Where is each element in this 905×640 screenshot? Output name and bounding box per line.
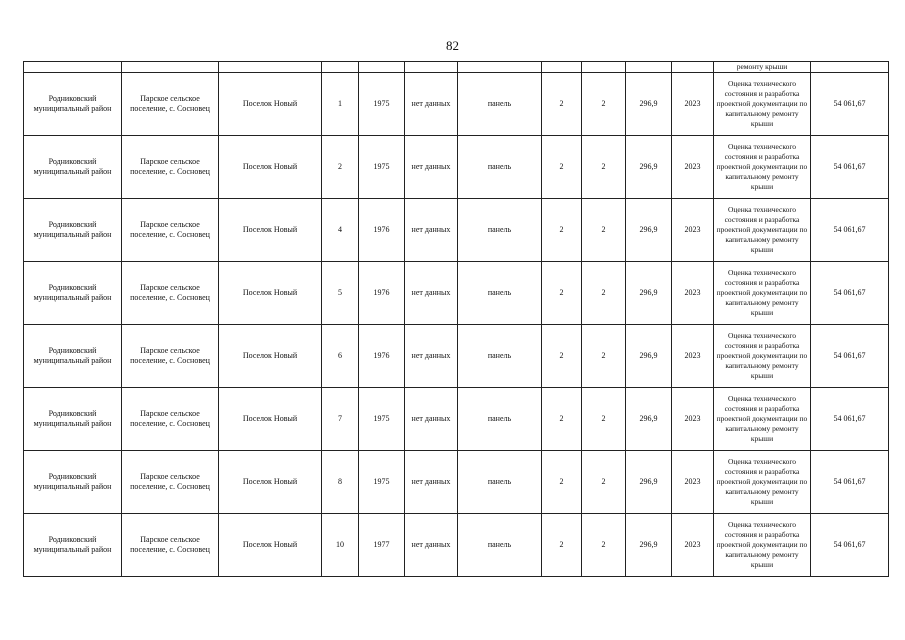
floors-cell: 2: [542, 325, 582, 388]
table-row: [24, 199, 889, 262]
table-cell: [219, 62, 322, 73]
street-cell: Поселок Новый: [219, 262, 322, 325]
repair-registry-table: [23, 61, 889, 577]
table-row: [24, 136, 889, 199]
table-row: [24, 73, 889, 136]
table-cell: [582, 62, 626, 73]
work-type-cell: Оценка технического состояния и разработка проектной документации по капитальному ремонту крыши: [714, 199, 811, 262]
last-repair-cell: нет данных: [405, 73, 458, 136]
street-cell: Поселок Новый: [219, 451, 322, 514]
table-row: [24, 514, 889, 577]
build-year-cell: 1975: [359, 73, 405, 136]
wall-material-cell: панель: [458, 199, 542, 262]
work-type-cell: Оценка технического состояния и разработка проектной документации по капитальному ремонту крыши: [714, 73, 811, 136]
district-cell: Родниковский муниципальный район: [24, 73, 122, 136]
plan-year-cell: 2023: [672, 388, 714, 451]
entrances-cell: 2: [582, 262, 626, 325]
entrances-cell: 2: [582, 199, 626, 262]
table-row: [24, 262, 889, 325]
build-year-cell: 1977: [359, 514, 405, 577]
area-cell: 296,9: [626, 325, 672, 388]
last-repair-cell: нет данных: [405, 199, 458, 262]
district-cell: Родниковский муниципальный район: [24, 388, 122, 451]
area-cell: 296,9: [626, 388, 672, 451]
wall-material-cell: панель: [458, 451, 542, 514]
district-cell: Родниковский муниципальный район: [24, 451, 122, 514]
street-cell: Поселок Новый: [219, 73, 322, 136]
wall-material-cell: панель: [458, 388, 542, 451]
table-cell: [672, 62, 714, 73]
work-type-cell: Оценка технического состояния и разработка проектной документации по капитальному ремонту крыши: [714, 451, 811, 514]
settlement-cell: Парское сельское поселение, с. Сосновец: [122, 136, 219, 199]
work-type-cell: Оценка технического состояния и разработка проектной документации по капитальному ремонту крыши: [714, 325, 811, 388]
street-cell: Поселок Новый: [219, 325, 322, 388]
floors-cell: 2: [542, 451, 582, 514]
table-row: [24, 388, 889, 451]
last-repair-cell: нет данных: [405, 136, 458, 199]
work-type-cell: Оценка технического состояния и разработка проектной документации по капитальному ремонту крыши: [714, 136, 811, 199]
wall-material-cell: панель: [458, 73, 542, 136]
settlement-cell: Парское сельское поселение, с. Сосновец: [122, 388, 219, 451]
district-cell: Родниковский муниципальный район: [24, 514, 122, 577]
plan-year-cell: 2023: [672, 325, 714, 388]
table-row: [24, 451, 889, 514]
settlement-cell: Парское сельское поселение, с. Сосновец: [122, 451, 219, 514]
table-cell: [626, 62, 672, 73]
build-year-cell: 1976: [359, 325, 405, 388]
plan-year-cell: 2023: [672, 262, 714, 325]
cost-cell: 54 061,67: [811, 514, 889, 577]
floors-cell: 2: [542, 388, 582, 451]
build-year-cell: 1975: [359, 451, 405, 514]
entrances-cell: 2: [582, 325, 626, 388]
settlement-cell: Парское сельское поселение, с. Сосновец: [122, 514, 219, 577]
plan-year-cell: 2023: [672, 73, 714, 136]
entrances-cell: 2: [582, 73, 626, 136]
house-number-cell: 6: [322, 325, 359, 388]
plan-year-cell: 2023: [672, 514, 714, 577]
floors-cell: 2: [542, 514, 582, 577]
build-year-cell: 1975: [359, 388, 405, 451]
wall-material-cell: панель: [458, 514, 542, 577]
settlement-cell: Парское сельское поселение, с. Сосновец: [122, 262, 219, 325]
house-number-cell: 4: [322, 199, 359, 262]
work-type-cell: Оценка технического состояния и разработка проектной документации по капитальному ремонту крыши: [714, 388, 811, 451]
cost-cell: 54 061,67: [811, 388, 889, 451]
house-number-cell: 5: [322, 262, 359, 325]
settlement-cell: Парское сельское поселение, с. Сосновец: [122, 325, 219, 388]
street-cell: Поселок Новый: [219, 388, 322, 451]
work-type-cell: ремонту крыши: [714, 62, 811, 73]
wall-material-cell: панель: [458, 136, 542, 199]
table-cell: [405, 62, 458, 73]
district-cell: Родниковский муниципальный район: [24, 199, 122, 262]
cost-cell: 54 061,67: [811, 325, 889, 388]
area-cell: 296,9: [626, 514, 672, 577]
build-year-cell: 1975: [359, 136, 405, 199]
area-cell: 296,9: [626, 73, 672, 136]
table-cell: [542, 62, 582, 73]
street-cell: Поселок Новый: [219, 514, 322, 577]
table-row: [24, 325, 889, 388]
settlement-cell: Парское сельское поселение, с. Сосновец: [122, 199, 219, 262]
work-type-cell: Оценка технического состояния и разработка проектной документации по капитальному ремонту крыши: [714, 262, 811, 325]
street-cell: Поселок Новый: [219, 136, 322, 199]
work-type-cell: Оценка технического состояния и разработка проектной документации по капитальному ремонту крыши: [714, 514, 811, 577]
cost-cell: 54 061,67: [811, 73, 889, 136]
table-cell: [24, 62, 122, 73]
floors-cell: 2: [542, 262, 582, 325]
entrances-cell: 2: [582, 451, 626, 514]
continuation-row: [24, 62, 889, 73]
table-cell: [359, 62, 405, 73]
entrances-cell: 2: [582, 136, 626, 199]
street-cell: Поселок Новый: [219, 199, 322, 262]
build-year-cell: 1976: [359, 199, 405, 262]
cost-cell: 54 061,67: [811, 262, 889, 325]
house-number-cell: 2: [322, 136, 359, 199]
last-repair-cell: нет данных: [405, 388, 458, 451]
plan-year-cell: 2023: [672, 199, 714, 262]
table-cell: [122, 62, 219, 73]
district-cell: Родниковский муниципальный район: [24, 136, 122, 199]
table-cell: [322, 62, 359, 73]
wall-material-cell: панель: [458, 262, 542, 325]
district-cell: Родниковский муниципальный район: [24, 262, 122, 325]
house-number-cell: 7: [322, 388, 359, 451]
entrances-cell: 2: [582, 514, 626, 577]
floors-cell: 2: [542, 199, 582, 262]
cost-cell: 54 061,67: [811, 451, 889, 514]
district-cell: Родниковский муниципальный район: [24, 325, 122, 388]
entrances-cell: 2: [582, 388, 626, 451]
wall-material-cell: панель: [458, 325, 542, 388]
last-repair-cell: нет данных: [405, 262, 458, 325]
house-number-cell: 10: [322, 514, 359, 577]
last-repair-cell: нет данных: [405, 325, 458, 388]
house-number-cell: 1: [322, 73, 359, 136]
area-cell: 296,9: [626, 262, 672, 325]
last-repair-cell: нет данных: [405, 514, 458, 577]
table-cell: [458, 62, 542, 73]
table-cell: [811, 62, 889, 73]
plan-year-cell: 2023: [672, 136, 714, 199]
cost-cell: 54 061,67: [811, 199, 889, 262]
floors-cell: 2: [542, 136, 582, 199]
floors-cell: 2: [542, 73, 582, 136]
area-cell: 296,9: [626, 136, 672, 199]
last-repair-cell: нет данных: [405, 451, 458, 514]
house-number-cell: 8: [322, 451, 359, 514]
settlement-cell: Парское сельское поселение, с. Сосновец: [122, 73, 219, 136]
cost-cell: 54 061,67: [811, 136, 889, 199]
area-cell: 296,9: [626, 199, 672, 262]
page-number: 82: [446, 38, 459, 53]
build-year-cell: 1976: [359, 262, 405, 325]
area-cell: 296,9: [626, 451, 672, 514]
plan-year-cell: 2023: [672, 451, 714, 514]
